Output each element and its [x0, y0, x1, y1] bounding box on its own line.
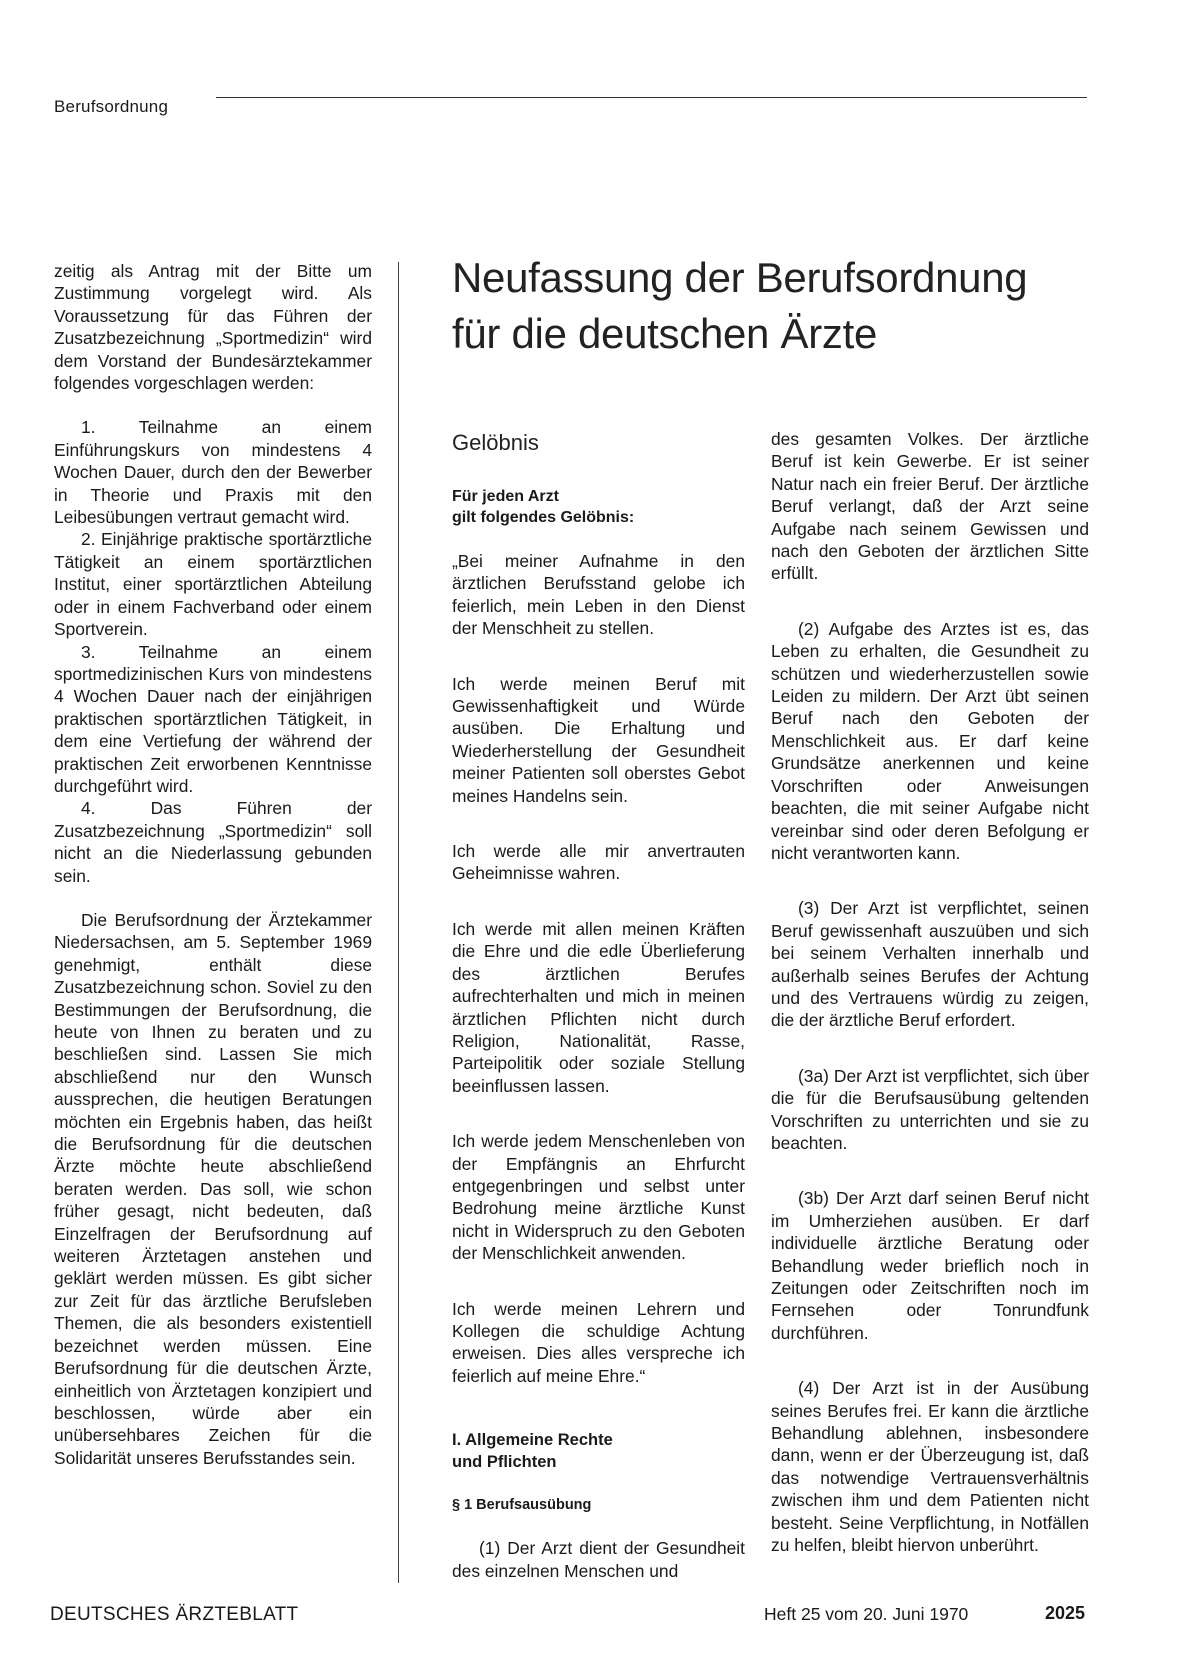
- paragraph: (2) Aufgabe des Arztes ist es, das Leben zu erhalten, die Gesundheit zu schützen und wiederherzustellen sowie Leiden zu mildern. Der Arzt übt seinen Beruf nach den Geboten der Menschlichkeit aus. Er darf keine Grundsätze anerkennen und keine Vorschriften oder Anweisungen beachten, die mit seiner Aufgabe nicht vereinbar sind oder deren Befolgung er nicht verantworten kann.: [771, 618, 1089, 863]
- list-item: 3. Teilnahme an einem sportmedizinischen Kurs von mindestens 4 Wochen Dauer nach der einjährigen praktischen sportärztlichen Tätigkeit, in dem eine Vertiefung der während der praktischen Zeit erworbenen Kenntnisse durchgeführt wird.: [54, 641, 372, 796]
- list-item: 2. Einjährige praktische sportärztliche Tätigkeit an einem sportärztlichen Institut, einer sportärztlichen Abteilung oder in einem Fachverband oder einem Sportverein.: [54, 529, 372, 640]
- paragraph: (3b) Der Arzt darf seinen Beruf nicht im Umherziehen ausüben. Er darf individuelle ärztliche Beratung oder Behandlung weder brieflich noch in Zeitungen oder Zeitschriften noch im Fernsehen oder Tonrundfunk durchführen.: [771, 1188, 1089, 1343]
- paragraph: Die Berufsordnung der Ärztekammer Niedersachsen, am 5. September 1969 genehmigt, enthält diese Zusatzbezeichnung schon. Soviel zu den Bestimmungen der Berufsordnung, die heute von Ihnen zu beraten und zu beschließen sind. Lassen Sie mich abschließend nur den Wunsch aussprechen, die heutigen Beratungen möchten ein Ergebnis haben, das heißt die Berufsordnung für die deutschen Ärzte möchte heute abschließend beraten werden. Das soll, wie schon früher gesagt, nicht bedeuten, daß Einzelfragen der Berufsordnung auf weiteren Ärztetagen anstehen und geklärt werden müssen. Es gibt sicher zur Zeit für das ärztliche Berufsleben Themen, die als besonders existentiell bezeichnet werden müssen. Eine Berufsordnung für die deutschen Ärzte, einheitlich von Ärztetagen konzipiert und beschlossen, würde aber ein unübersehbares Zeichen für die Solidarität unseres Berufsstandes sein.: [54, 909, 372, 1468]
- article-title-line2: für die deutschen Ärzte: [452, 310, 878, 357]
- section-heading-gelobnis: Gelöbnis: [452, 430, 539, 455]
- issue-info: Heft 25 vom 20. Juni 1970: [764, 1604, 969, 1624]
- oath-subheading-line2: gilt folgendes Gelöbnis:: [452, 509, 635, 526]
- paragraph: des gesamten Volkes. Der ärztliche Beruf ist kein Gewerbe. Er ist seiner Natur nach ein freier Beruf. Der ärztliche Beruf verlangt, daß der Arzt seine Aufgabe nach seinem Gewissen und nach den Geboten der ärztlichen Sitte erfüllt.: [771, 429, 1089, 584]
- running-head: Berufsordnung: [54, 97, 169, 116]
- paragraph: (4) Der Arzt ist in der Ausübung seines Berufes frei. Er kann die ärztliche Behandlung ablehnen, insbesondere dann, wenn er der Überzeugung ist, daß das notwendige Vertrauensverhältnis zwischen ihm und dem Patienten nicht besteht. Seine Verpflichtung, in Notfällen zu helfen, bleibt hiervon unberührt.: [771, 1378, 1089, 1556]
- paragraph: Ich werde meinen Lehrern und Kollegen die schuldige Achtung erweisen. Dies alles verspreche ich feierlich auf meine Ehre.“: [452, 1298, 745, 1386]
- column-right: [771, 428, 1089, 1556]
- journal-name: DEUTSCHES ÄRZTEBLATT: [50, 1604, 299, 1625]
- list-item: 4. Das Führen der Zusatzbezeichnung „Sportmedizin“ soll nicht an die Niederlassung gebunden sein.: [54, 798, 372, 886]
- paragraph: (1) Der Arzt dient der Gesundheit des einzelnen Menschen und: [452, 1538, 745, 1581]
- header-rule: [216, 97, 1087, 98]
- page-number: 2025: [1045, 1603, 1086, 1623]
- paragraph: zeitig als Antrag mit der Bitte um Zustimmung vorgelegt wird. Als Voraussetzung für das Führen der Zusatzbezeichnung „Sportmedizin“ wird dem Vorstand der Bundesärztekammer folgendes vorgeschlagen werden:: [54, 261, 372, 394]
- paragraph: (3) Der Arzt ist verpflichtet, seinen Beruf gewissenhaft auszuüben und sich bei seinem Verhalten innerhalb und außerhalb seines Berufes der Achtung und des Vertrauens würdig zu zeigen, die der ärztliche Beruf erfordert.: [771, 898, 1089, 1031]
- paragraph: „Bei meiner Aufnahme in den ärztlichen Berufsstand gelobe ich feierlich, mein Leben in den Dienst der Menschheit zu stellen.: [452, 551, 745, 639]
- list-item: 1. Teilnahme an einem Einführungskurs von mindestens 4 Wochen Dauer, durch den der Bewerber in Theorie und Praxis mit den Leibesübungen vertraut gemacht wird.: [54, 417, 372, 528]
- article-title-line1: Neufassung der Berufsordnung: [452, 254, 1028, 301]
- section-heading-line1: I. Allgemeine Rechte: [452, 1431, 613, 1450]
- column-divider: [398, 262, 399, 1583]
- article-title: [452, 250, 1112, 362]
- paragraph: Ich werde jedem Menschenleben von der Empfängnis an Ehrfurcht entgegenbringen und selbst unter Bedrohung meine ärztliche Kunst nicht in Widerspruch zu den Geboten der Menschlichkeit anwenden.: [452, 1131, 745, 1264]
- section-heading-line2: und Pflichten: [452, 1453, 557, 1472]
- column-left: [54, 260, 372, 1469]
- paragraph: Ich werde alle mir anvertrauten Geheimnisse wahren.: [452, 841, 745, 884]
- oath-subheading-line1: Für jeden Arzt: [452, 488, 559, 505]
- oath-subheading: [452, 486, 745, 528]
- paragraph: Ich werde meinen Beruf mit Gewissenhaftigkeit und Würde ausüben. Die Erhaltung und Wiederherstellung der Gesundheit meiner Patienten soll oberstes Gebot meines Handelns sein.: [452, 673, 745, 806]
- section-heading: [452, 1429, 745, 1473]
- paragraph: Ich werde mit allen meinen Kräften die Ehre und die edle Überlieferung des ärztlichen Berufes aufrechterhalten und mich in meinen ärztlichen Pflichten nicht durch Religion, Nationalität, Rasse, Parteipolitik oder soziale Stellung beeinflussen lassen.: [452, 918, 745, 1096]
- paragraph-heading: § 1 Berufsausübung: [452, 1497, 592, 1514]
- paragraph: (3a) Der Arzt ist verpflichtet, sich über die für die Berufsausübung geltenden Vorschriften zu unterrichten und sie zu beachten.: [771, 1065, 1089, 1153]
- column-middle: [452, 430, 745, 1582]
